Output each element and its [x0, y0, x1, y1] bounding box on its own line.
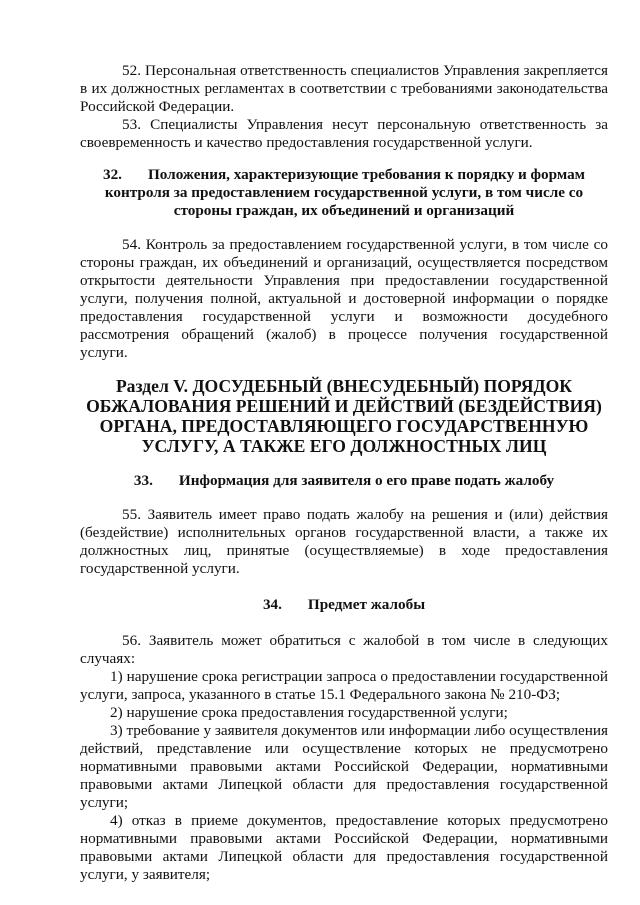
list-item-2: 2) нарушение срока предоставления государственной услуги;: [110, 704, 508, 721]
paragraph-56: 56. Заявитель может обратиться с жалобой в том числе в следующих случаях:: [80, 632, 608, 667]
paragraph-53: 53. Специалисты Управления несут персональную ответственность за своевременность и качество предоставления государственной услуги.: [80, 116, 608, 151]
heading-33-number: 33.: [133, 472, 153, 489]
paragraph-52: 52. Персональная ответственность специалистов Управления закрепляется в их должностных регламентах в соответствии с требованиями законодательства Российской Федерации.: [80, 62, 608, 115]
heading-33-text: Информация для заявителя о его праве подать жалобу: [178, 472, 555, 489]
section-5-title: Раздел V. ДОСУДЕБНЫЙ (ВНЕСУДЕБНЫЙ) ПОРЯДОК ОБЖАЛОВАНИЯ РЕШЕНИЙ И ДЕЙСТВИЙ (БЕЗДЕЙСТВИЯ) ОРГАНА, ПРЕДОСТАВЛЯЮЩЕГО ГОСУДАРСТВЕННУЮ УСЛУГУ, А ТАКЖЕ ЕГО ДОЛЖНОСТНЫХ ЛИЦ: [86, 376, 602, 456]
heading-34: [80, 596, 608, 614]
list-item-4: 4) отказ в приеме документов, предоставление которых предусмотрено нормативными правовыми актами Российской Федерации, нормативными правовыми актами Липецкой области для предоставления государственной услуги, у заявителя;: [80, 812, 608, 883]
heading-34-number: 34.: [262, 596, 282, 613]
paragraph-55: 55. Заявитель имеет право подать жалобу на решения и (или) действия (бездействие) исполнительных органов государственной власти, а также их должностных лиц, принятые (осуществляемые) в ходе предоставления государственной услуги.: [80, 506, 608, 577]
heading-33: [80, 472, 608, 490]
heading-32-number: 32.: [102, 166, 122, 183]
paragraph-54: 54. Контроль за предоставлением государственной услуги, в том числе со стороны граждан, их объединений и организаций, осуществляется посредством открытости деятельности Управления при предоставлении государственной услуги, получения полной, актуальной и достоверной информации о порядке предоставления государственной услуги и возможности досудебного рассмотрения обращений (жалоб) в процессе получения государственной услуги.: [80, 236, 608, 361]
list-item-1: 1) нарушение срока регистрации запроса о предоставлении государственной услуги, запроса, указанного в статье 15.1 Федерального закона № 210-ФЗ;: [80, 668, 608, 703]
heading-32: [80, 166, 608, 220]
heading-34-text: Предмет жалобы: [307, 596, 426, 613]
page-content: [80, 62, 608, 884]
heading-32-text: Положения, характеризующие требования к порядку и формам контроля за предоставлением государственной услуги, в том числе со стороны граждан, их объединений и организаций: [104, 166, 586, 219]
list-item-3: 3) требование у заявителя документов или информации либо осуществления действий, представление или осуществление которых не предусмотрено нормативными правовыми актами Российской Федерации, нормативными правовыми актами Липецкой области для предоставления государственной услуги;: [80, 722, 608, 811]
